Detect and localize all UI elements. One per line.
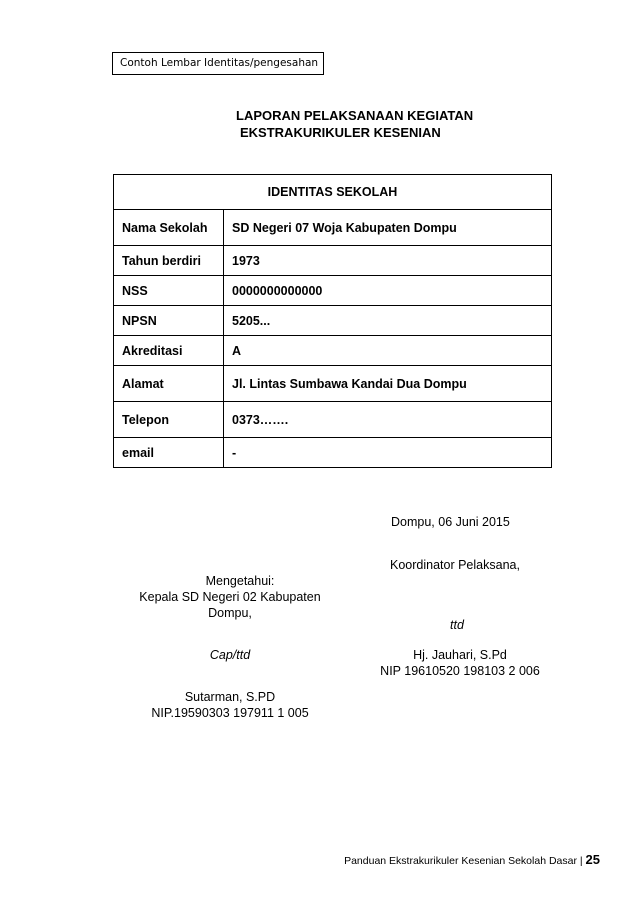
- principal-name: Sutarman, S.PD: [184, 690, 276, 704]
- table-row: [114, 438, 552, 468]
- row-value: 0373…….: [224, 402, 552, 438]
- acknowledged-label: Mengetahui:: [205, 574, 275, 588]
- place-date: Dompu, 06 Juni 2015: [391, 515, 510, 529]
- report-title-line1: LAPORAN PELAKSANAAN KEGIATAN: [236, 108, 474, 123]
- principal-title-cont: Dompu,: [208, 606, 252, 620]
- principal-title: Kepala SD Negeri 02 Kabupaten: [139, 590, 321, 604]
- row-key: Telepon: [114, 402, 224, 438]
- row-key: NPSN: [114, 306, 224, 336]
- table-header: IDENTITAS SEKOLAH: [114, 175, 552, 210]
- row-key: NSS: [114, 276, 224, 306]
- row-key: Nama Sekolah: [114, 210, 224, 246]
- page-footer: [0, 852, 600, 867]
- footer-text: Panduan Ekstrakurikuler Kesenian Sekolah Dasar |: [344, 855, 586, 867]
- coordinator-signature-mark: ttd: [450, 618, 464, 632]
- coordinator-name: Hj. Jauhari, S.Pd: [413, 648, 507, 662]
- coordinator-nip: NIP 19610520 198103 2 006: [380, 664, 540, 678]
- school-identity-table: [113, 174, 552, 468]
- principal-nip: NIP.19590303 197911 1 005: [151, 706, 309, 720]
- stamp-signature-mark: Cap/ttd: [209, 648, 251, 662]
- table-row: [114, 306, 552, 336]
- row-value: -: [224, 438, 552, 468]
- row-value: SD Negeri 07 Woja Kabupaten Dompu: [224, 210, 552, 246]
- row-value: Jl. Lintas Sumbawa Kandai Dua Dompu: [224, 366, 552, 402]
- table-row: [114, 276, 552, 306]
- table-row: [114, 246, 552, 276]
- row-key: Tahun berdiri: [114, 246, 224, 276]
- table-row: [114, 210, 552, 246]
- document-label-box: Contoh Lembar Identitas/pengesahan: [112, 52, 324, 75]
- coordinator-role: Koordinator Pelaksana,: [390, 558, 520, 572]
- report-title-line2: EKSTRAKURIKULER KESENIAN: [240, 125, 441, 140]
- table-row: [114, 366, 552, 402]
- row-value: A: [224, 336, 552, 366]
- row-value: 0000000000000: [224, 276, 552, 306]
- row-key: Alamat: [114, 366, 224, 402]
- table-row: [114, 402, 552, 438]
- row-value: 1973: [224, 246, 552, 276]
- row-value: 5205...: [224, 306, 552, 336]
- row-key: email: [114, 438, 224, 468]
- row-key: Akreditasi: [114, 336, 224, 366]
- table-row: [114, 336, 552, 366]
- page-number: 25: [585, 852, 600, 867]
